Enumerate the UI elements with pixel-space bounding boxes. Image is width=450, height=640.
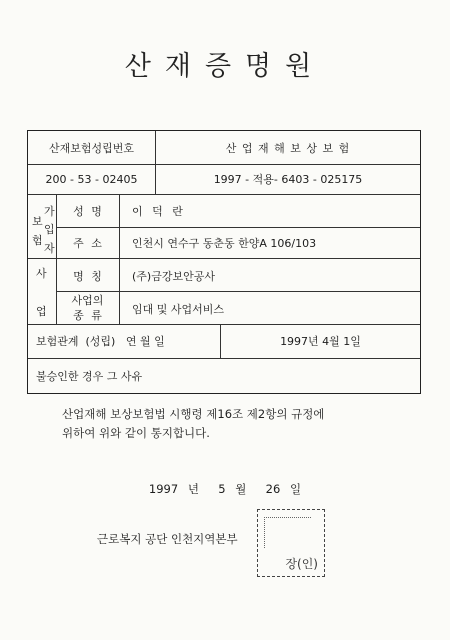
insurance-number-label: 산재보험성립번호 bbox=[48, 142, 134, 155]
subscriber-side-label-4: 험 bbox=[32, 234, 43, 247]
registration-number-value: 200 - 53 - 02405 bbox=[45, 173, 138, 186]
business-side-label-1: 사 bbox=[36, 267, 47, 280]
insurance-type-value: 산 업 재 해 보 상 보 험 bbox=[225, 142, 351, 155]
statement-line-1: 산업재해 보상보험법 시행령 제16조 제2항의 규정에 bbox=[62, 407, 325, 421]
subscriber-name-label: 성 명 bbox=[73, 205, 102, 218]
insurance-relation-label: 보험관계 (성립) 연 월 일 bbox=[36, 335, 165, 348]
seal-text: 장(인) bbox=[285, 557, 318, 571]
insurance-relation-date: 1997년 4월 1일 bbox=[280, 335, 361, 348]
statement-line-2: 위하여 위와 같이 통지합니다. bbox=[62, 426, 210, 440]
issuer-name: 근로복지 공단 인천지역본부 bbox=[97, 532, 238, 546]
application-number-value: 1997 - 적용- 6403 - 025175 bbox=[213, 173, 363, 186]
official-seal bbox=[257, 509, 325, 577]
subscriber-side-label-2: 보 bbox=[32, 215, 43, 228]
business-type-label-2: 종 류 bbox=[73, 309, 102, 322]
subscriber-side-label-3: 입 bbox=[44, 223, 55, 236]
subscriber-address-value: 인천시 연수구 동춘동 한양A 106/103 bbox=[132, 237, 317, 250]
document-title: 산재증명원 bbox=[124, 51, 326, 82]
subscriber-address-label: 주 소 bbox=[73, 237, 102, 250]
business-name-value: (주)금강보안공사 bbox=[132, 270, 215, 283]
business-type-label-1: 사업의 bbox=[71, 294, 104, 307]
subscriber-side-label-1: 가 bbox=[44, 205, 55, 218]
business-type-value: 임대 및 사업서비스 bbox=[132, 303, 225, 316]
issue-date: 1997 년 5 월 26 일 bbox=[148, 482, 302, 496]
subscriber-side-label-5: 자 bbox=[44, 242, 55, 255]
subscriber-name-value: 이 덕 란 bbox=[132, 205, 186, 218]
unavailable-reason-label: 불승인한 경우 그 사유 bbox=[36, 370, 143, 383]
business-side-label-2: 업 bbox=[36, 305, 47, 318]
business-name-label: 명 칭 bbox=[73, 270, 102, 283]
certificate-form-table bbox=[27, 130, 421, 394]
